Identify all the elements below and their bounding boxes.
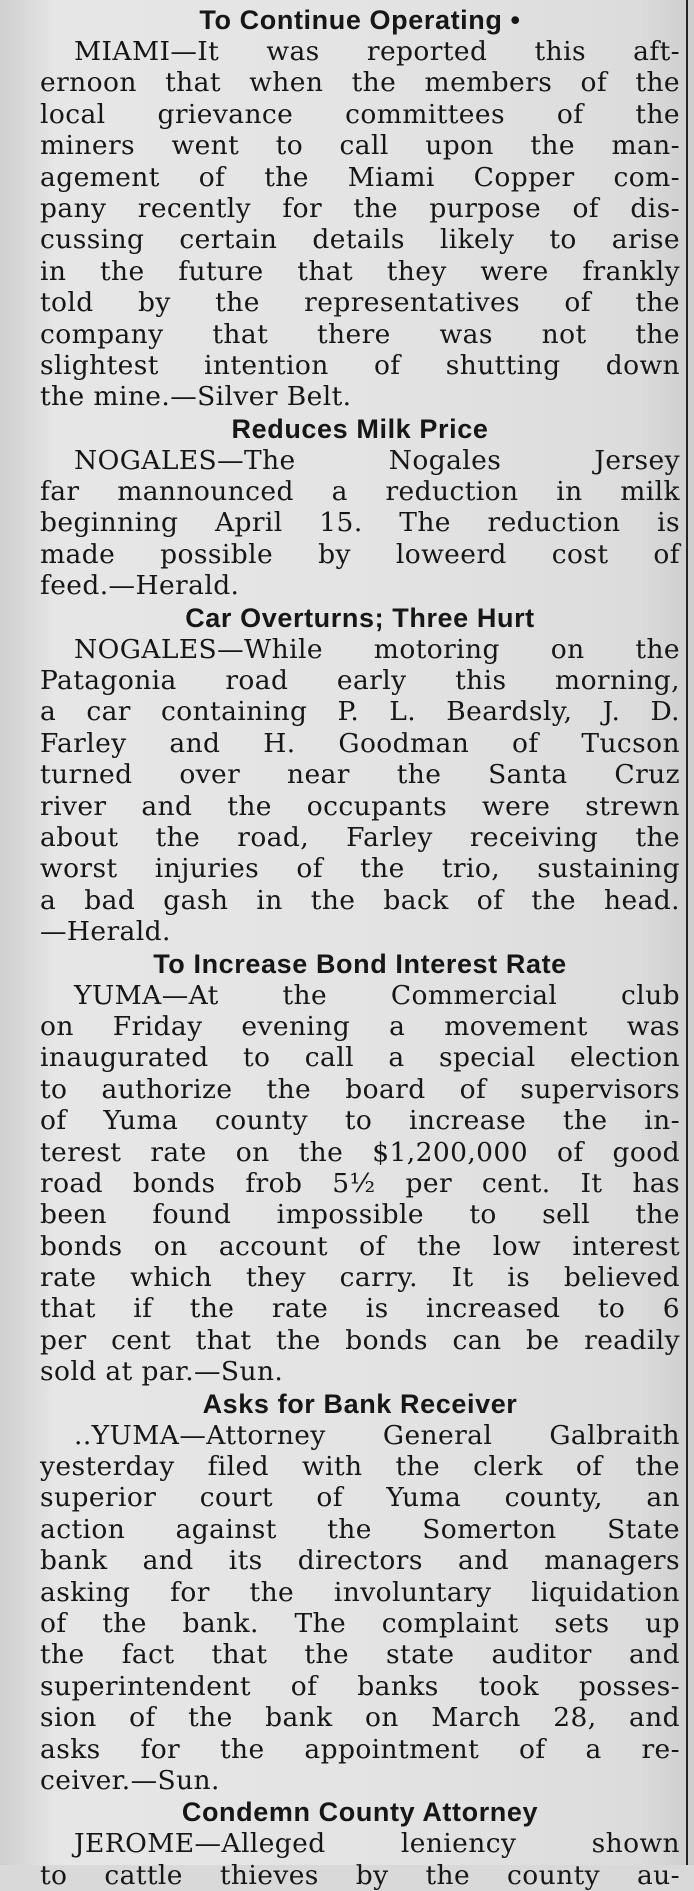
article-text-line: superior court of Yuma county, an — [40, 1482, 680, 1514]
article-text-line: in the future that they were frankly — [40, 255, 680, 287]
article-text-line: turned over near the Santa Cruz — [40, 759, 680, 791]
article-text-line: that if the rate is increased to 6 — [40, 1293, 680, 1325]
article-text-line: been found impossible to sell the — [40, 1199, 680, 1231]
article-headline: Condemn County Attorney — [181, 1797, 539, 1828]
article — [40, 413, 680, 602]
article-text-line: NOGALES—While motoring on the — [74, 633, 680, 665]
article-text-line: MIAMI—It was reported this aft- — [74, 36, 680, 67]
article-text-line: terest rate on the $1,200,000 of good — [40, 1136, 680, 1168]
article-text-line: pany recently for the purpose of dis- — [40, 192, 680, 224]
article-text-line: feed.—Herald. — [40, 570, 240, 602]
article-text-line: the fact that the state auditor and — [40, 1639, 680, 1671]
article-text-line: the mine.—Silver Belt. — [40, 381, 352, 413]
article-headline: Asks for Bank Receiver — [202, 1388, 518, 1419]
article-headline: Car Overturns; Three Hurt — [185, 602, 535, 633]
article-text-line: inaugurated to call a special election — [40, 1042, 680, 1074]
article-headline: Reduces Milk Price — [231, 413, 489, 444]
article-text-line: of the bank. The complaint sets up — [40, 1607, 680, 1639]
article-text-line: asking for the involuntary liquidation — [40, 1576, 680, 1608]
article-text-line: a car containing P. L. Beardsly, J. D. — [40, 696, 680, 728]
article-text-line: told by the representatives of the — [40, 287, 680, 319]
article-text-line: YUMA—At the Commercial club — [74, 979, 680, 1011]
article-text-line: miners went to call upon the man- — [40, 130, 680, 162]
article-text-line: ..YUMA—Attorney General Galbraith — [74, 1419, 680, 1451]
article-text-line: to cattle thieves by the county au- — [40, 1859, 680, 1891]
article-text-line: NOGALES—The Nogales Jersey — [74, 444, 680, 476]
article-text-line: worst injuries of the trio, sustaining — [40, 853, 680, 885]
article-text-line: made possible by loweerd cost of — [40, 538, 680, 570]
article-text-line: company that there was not the — [40, 318, 680, 350]
article-text-line: agement of the Miami Copper com- — [40, 161, 680, 193]
article-text-line: yesterday filed with the clerk of the — [40, 1451, 680, 1483]
article-text-line: slightest intention of shutting down — [40, 349, 680, 381]
article — [40, 1388, 680, 1797]
article-text-line: Farley and H. Goodman of Tucson — [40, 727, 680, 759]
article-text-line: cussing certain details likely to arise — [40, 224, 680, 256]
article-text-line: sold at par.—Sun. — [40, 1356, 284, 1388]
article-text-line: to authorize the board of supervisors — [40, 1073, 680, 1105]
article-text-line: superintendent of banks took posses- — [40, 1670, 680, 1702]
article-text-line: —Herald. — [40, 916, 171, 948]
article-text-line: far mannounced a reduction in milk — [40, 476, 680, 508]
article-text-line: Patagonia road early this morning, — [40, 665, 680, 697]
article-text-line: JEROME—Alleged leniency shown — [74, 1828, 680, 1860]
article-text-line: bonds on account of the low interest — [40, 1230, 680, 1262]
article-text-line: road bonds frob 5½ per cent. It has — [40, 1167, 680, 1199]
article — [40, 602, 680, 948]
article-text-line: asks for the appointment of a re- — [40, 1733, 680, 1765]
article-text-line: ceiver.—Sun. — [40, 1764, 220, 1796]
article-text-line: action against the Somerton State — [40, 1513, 680, 1545]
article-text-line: ernoon that when the members of the — [40, 67, 680, 99]
article-text-line: a bad gash in the back of the head. — [40, 884, 680, 916]
article-text-line: sion of the bank on March 28, and — [40, 1702, 680, 1734]
article-text-line: on Friday evening a movement was — [40, 1010, 680, 1042]
article-text-line: local grievance committees of the — [40, 98, 680, 130]
article — [40, 4, 680, 413]
article — [40, 948, 680, 1388]
article — [40, 1796, 680, 1891]
article-text-line: rate which they carry. It is believed — [40, 1262, 680, 1294]
article-text-line: about the road, Farley receiving the — [40, 821, 680, 853]
article-text-line: beginning April 15. The reduction is — [40, 507, 680, 539]
news-column — [40, 4, 680, 1891]
article-text-line: per cent that the bonds can be readily — [40, 1324, 680, 1356]
article-headline: To Increase Bond Interest Rate — [153, 948, 567, 979]
article-headline: To Continue Operating • — [199, 5, 521, 35]
column-rule — [686, 0, 688, 1865]
article-text-line: river and the occupants were strewn — [40, 790, 680, 822]
article-text-line: of Yuma county to increase the in- — [40, 1105, 680, 1137]
article-text-line: bank and its directors and managers — [40, 1545, 680, 1577]
